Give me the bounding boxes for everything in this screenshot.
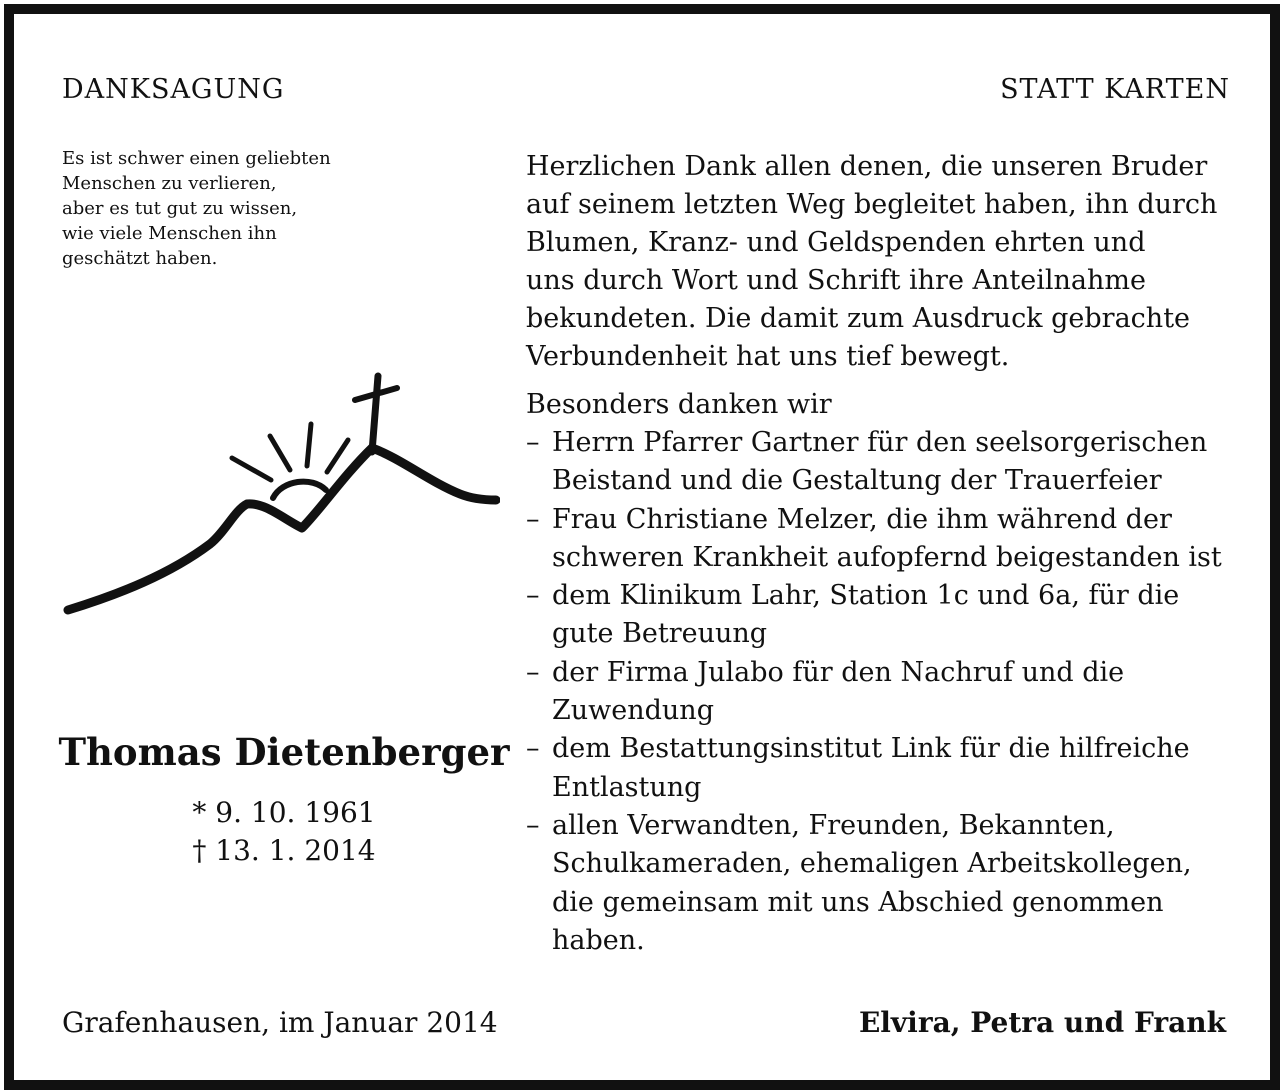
thanks-item-line: gute Betreuung [552,618,768,650]
thanks-item [526,730,1246,807]
thanks-item-line: dem Bestattungsinstitut Link für die hilfreiche [552,733,1190,765]
heading-statt-karten: STATT KARTEN [1000,74,1230,105]
thanks-item-line: die gemeinsam mit uns Abschied genommen [552,886,1164,918]
thanks-item-line: allen Verwandten, Freunden, Bekannten, [552,809,1115,841]
message-line: auf seinem letzten Weg begleitet haben, ihn durch [526,189,1218,220]
birth-date: * 9. 10. 1961 [192,796,376,829]
thanks-item-line: haben. [552,924,645,956]
thanks-item [526,424,1246,501]
thanks-item-line: Frau Christiane Melzer, die ihm während der [552,503,1172,535]
message-line: Blumen, Kranz- und Geldspenden ehrten und [526,227,1146,258]
quote-line: Menschen zu verlieren, [62,173,277,194]
thank-you-message [526,148,1246,376]
sun-ray [232,458,271,480]
dash-bullet: – [526,503,540,535]
thanks-item-line: Beistand und die Gestaltung der Trauerfeier [552,465,1162,497]
sun-ray [270,436,290,470]
sun-arc [273,482,326,498]
thanks-item [526,501,1246,578]
thanks-item-line: Entlastung [552,771,702,803]
death-date: † 13. 1. 2014 [192,834,376,867]
signatories: Elvira, Petra und Frank [858,1006,1226,1039]
quote-line: Es ist schwer einen geliebten [62,148,331,169]
quote-line: geschätzt haben. [62,248,218,269]
special-thanks-list [526,424,1246,960]
thanks-item-line: der Firma Julabo für den Nachruf und die [552,656,1125,688]
thanks-item [526,577,1246,654]
dash-bullet: – [526,580,540,612]
cross-vertical [372,376,378,452]
dash-bullet: – [526,427,540,458]
quote-line: aber es tut gut zu wissen, [62,198,298,219]
thanks-item-line: Schulkameraden, ehemaligen Arbeitskollegen, [552,848,1192,880]
place-and-date: Grafenhausen, im Januar 2014 [62,1006,498,1039]
message-line: bekundeten. Die damit zum Ausdruck gebrachte [526,303,1191,334]
thanks-item-line: dem Klinikum Lahr, Station 1c und 6a, für die [552,580,1180,612]
dash-bullet: – [526,733,540,765]
message-line: Verbundenheit hat uns tief bewegt. [526,341,1010,372]
mountain-sun-cross-icon [50,362,500,622]
life-dates [134,794,434,870]
thanks-item [526,654,1246,731]
message-line: Herzlichen Dank allen denen, die unseren Bruder [526,151,1208,182]
special-thanks-heading: Besonders danken wir [526,389,832,420]
deceased-name: Thomas Dietenberger [58,730,510,774]
message-line: uns durch Wort und Schrift ihre Anteilnahme [526,265,1146,296]
dash-bullet: – [526,809,540,841]
thanks-item-line: schweren Krankheit aufopfernd beigestanden ist [552,541,1222,573]
quote-line: wie viele Menschen ihn [62,223,277,244]
obituary-frame [4,4,1280,1090]
sun-ray [307,424,311,466]
memorial-quote [62,146,422,271]
mountain-ridge [68,448,496,610]
thanks-item-line: Zuwendung [552,695,714,727]
thanks-item-line: Herrn Pfarrer Gartner für den seelsorgerischen [552,427,1208,458]
dash-bullet: – [526,656,540,688]
sun-ray [327,440,348,472]
heading-danksagung: DANKSAGUNG [62,74,285,105]
thanks-item [526,807,1246,960]
